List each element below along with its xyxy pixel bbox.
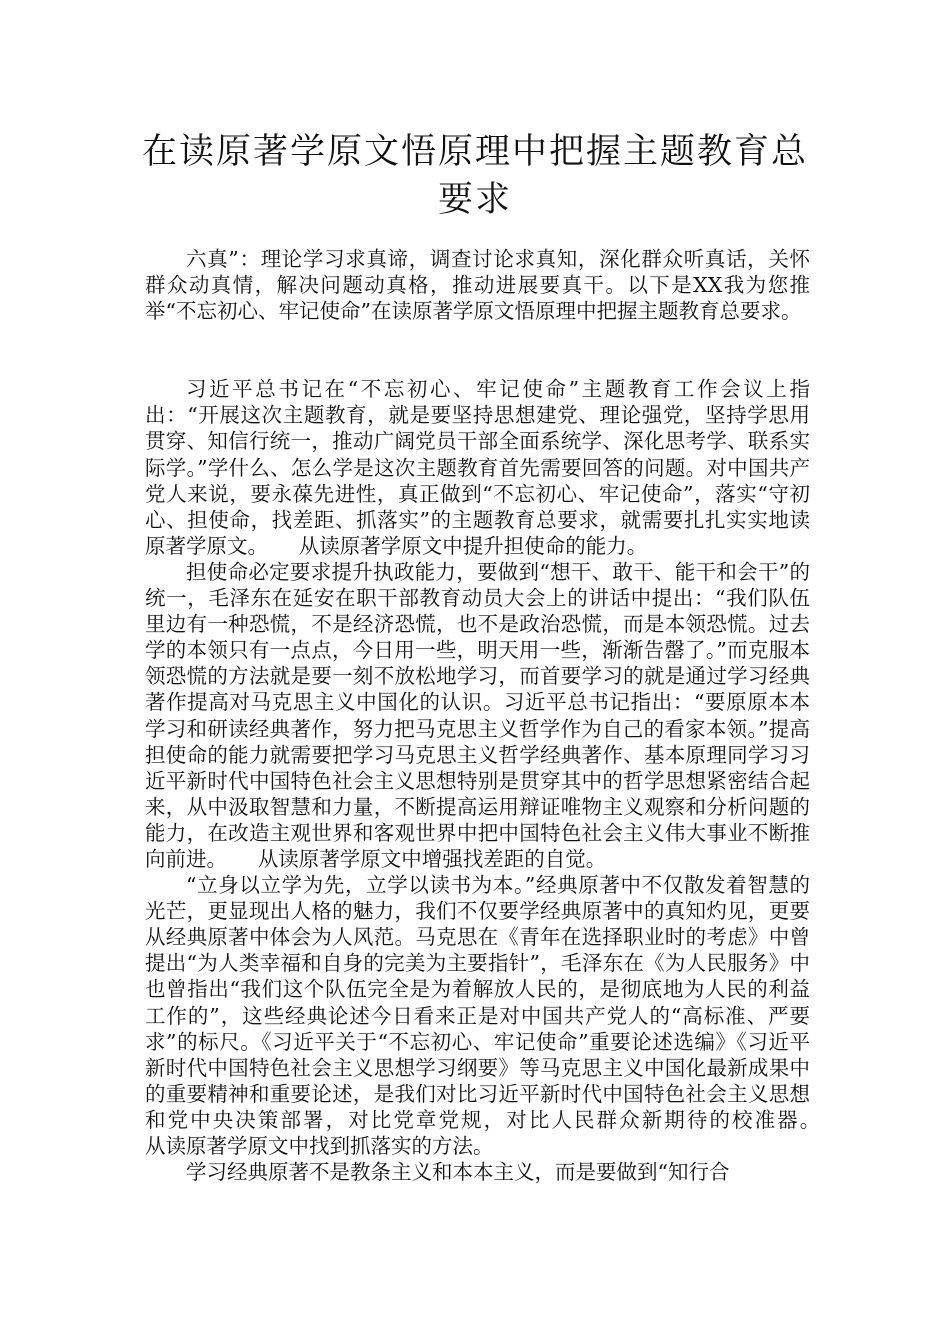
body-paragraph: 习近平总书记在“不忘初心、牢记使命”主题教育工作会议上指出：“开展这次主题教育，就是要坚持思想建党、理论强党，坚持学思用贯穿、知信行统一，推动广阔党员干部全面系统学、深化思考学、联系实际学。”学什么、怎么学是这次主题教育首先需要回答的问题。对中国共产党人来说，要永葆先进性，真正做到“不忘初心、牢记使命”，落实“守初心、担使命，找差距、抓落实”的主题教育总要求，就需要扎扎实实地读原著学原文。 从读原著学原文中提升担使命的能力。	[145, 377, 810, 558]
document-body	[145, 246, 851, 1185]
body-paragraph: “立身以立学为先，立学以读书为本。”经典原著中不仅散发着智慧的光芒，更显现出人格的魅力，我们不仅要学经典原著中的真知灼见，更要从经典原著中体会为人风范。马克思在《青年在选择职业时的考虑》中曾提出“为人类幸福和自身的完美为主要指针”，毛泽东在《为人民服务》中也曾指出“我们这个队伍完全是为着解放人民的，是彻底地为人民的利益工作的”，这些经典论述今日看来正是对中国共产党人的“高标准、严要求”的标尺。《习近平关于“不忘初心、牢记使命”重要论述选编》《习近平新时代中国特色社会主义思想学习纲要》等马克思主义中国化最新成果中的重要精神和重要论述，是我们对比习近平新时代中国特色社会主义思想和党中央决策部署，对比党章党规，对比人民群众新期待的校准器。 从读原著学原文中找到抓落实的方法。	[145, 873, 851, 1158]
body-paragraph: 学习经典原著不是教条主义和本本主义，而是要做到“知行合	[186, 1160, 730, 1185]
paragraph-gap	[145, 324, 810, 376]
title-line-1: 在读原著学原文悟原理中把握主题教育总	[141, 132, 808, 172]
body-paragraph: 担使命必定要求提升执政能力，要做到“想干、敢干、能干和会干”的统一，毛泽东在延安在职干部教育动员大会上的讲话中提出：“我们队伍里边有一种恐慌，不是经济恐慌，也不是政治恐慌，而是本领恐慌。过去学的本领只有一点点，今日用一些，明天用一些，渐渐告罄了。”而克服本领恐慌的方法就是要一刻不放松地学习，而首要学习的就是通过学习经典著作提高对马克思主义中国化的认识。习近平总书记指出：“要原原本本学习和研读经典著作，努力把马克思主义哲学作为自己的看家本领。”提高担使命的能力就需要把学习马克思主义哲学经典著作、基本原理同学习习近平新时代中国特色社会主义思想特别是贯穿其中的哲学思想紧密结合起来，从中汲取智慧和力量，不断提高运用辩证唯物主义观察和分析问题的能力，在改造主观世界和客观世界中把中国特色社会主义伟大事业不断推向前进。 从读原著学原文中增强找差距的自觉。	[145, 559, 810, 871]
title-line-2: 要求	[437, 180, 512, 220]
document-title	[130, 128, 820, 224]
intro-paragraph: 六真”：理论学习求真谛，调查讨论求真知，深化群众听真话，关怀群众动真情，解决问题动真格，推动进展要真干。以下是XX我为您推举“不忘初心、牢记使命”在读原著学原文悟原理中把握主题教育总要求。	[145, 247, 810, 324]
